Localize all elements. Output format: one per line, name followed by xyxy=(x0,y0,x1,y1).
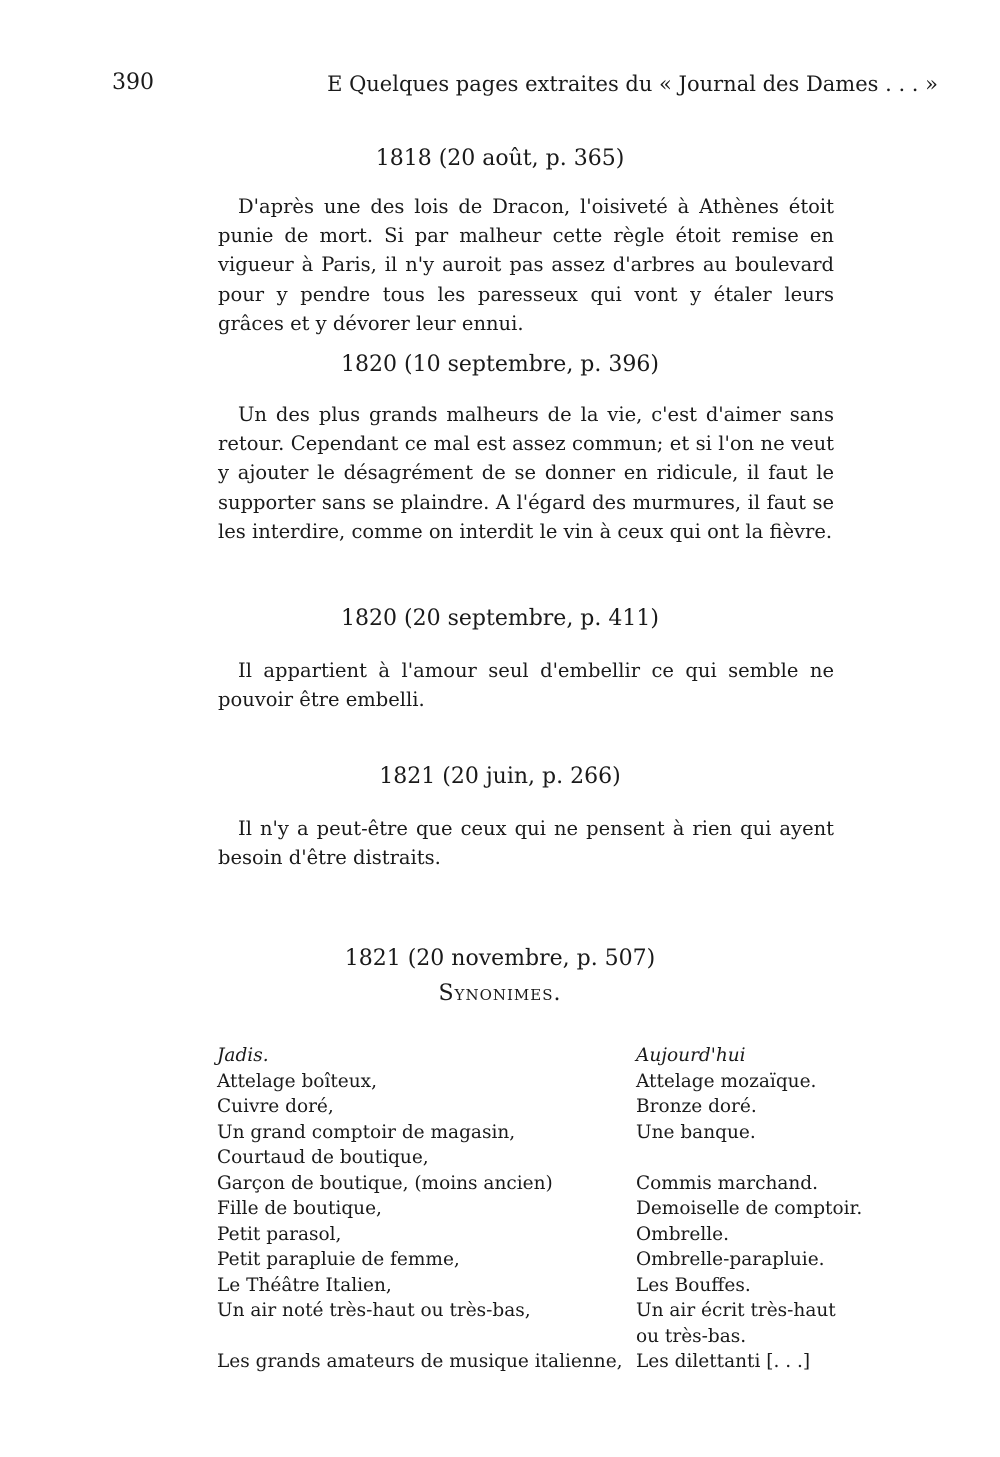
synonymes-column-aujourdhui xyxy=(636,1043,886,1375)
synonymes-heading: 1821 (20 novembre, p. 507) xyxy=(344,946,656,971)
synonym-left-cell: Un air noté très-haut ou très-bas, xyxy=(217,1300,531,1321)
entry-heading: 1820 (10 septembre, p. 396) xyxy=(341,352,659,377)
page-number: 390 xyxy=(112,70,154,95)
column-header-jadis: Jadis. xyxy=(217,1045,269,1066)
synonym-right-cell: ou très-bas. xyxy=(636,1325,747,1347)
synonym-left-cell: Courtaud de boutique, xyxy=(217,1147,429,1168)
synonym-left-cell: Cuivre doré, xyxy=(217,1096,334,1117)
synonym-right-cell: Ombrelle-parapluie. xyxy=(636,1249,825,1270)
entry-paragraph: Un des plus grands malheurs de la vie, c'est d'aimer sans retour. Cependant ce mal est assez commun; et si l'on ne veut y ajouter le désagrément de se donner en ridicule, il faut le supporter sans se plaindre. A l'égard des murmures, il faut se les interdire, comme on interdit le vin à ceux qui ont la fièvre. xyxy=(218,403,834,543)
synonym-left-cell xyxy=(217,1324,627,1350)
synonym-right-cell xyxy=(636,1145,886,1171)
entry-text xyxy=(218,400,834,546)
synonym-right-cell: Les Bouffes. xyxy=(636,1274,751,1296)
synonym-left-cell: Le Théâtre Italien, xyxy=(217,1274,392,1296)
synonymes-column-jadis xyxy=(217,1043,627,1375)
entry-heading: 1821 (20 juin, p. 266) xyxy=(379,764,621,789)
synonym-left-cell: Les grands amateurs de musique italienne, xyxy=(217,1351,623,1372)
synonym-right-cell: Un air écrit très-haut xyxy=(636,1300,836,1321)
synonym-left-cell: Petit parasol, xyxy=(217,1223,342,1245)
entry-text xyxy=(218,656,834,714)
synonym-left-cell: Fille de boutique, xyxy=(217,1198,382,1219)
column-header-aujourdhui: Aujourd'hui xyxy=(636,1045,746,1066)
entry-paragraph: Il n'y a peut-être que ceux qui ne pensent à rien qui ayent besoin d'être distraits. xyxy=(218,817,834,870)
synonym-right-cell: Ombrelle. xyxy=(636,1223,730,1245)
entry-heading: 1818 (20 août, p. 365) xyxy=(375,146,625,171)
synonym-left-cell: Attelage boîteux, xyxy=(217,1070,377,1092)
synonym-left-cell: Petit parapluie de femme, xyxy=(217,1249,460,1270)
synonym-right-cell: Attelage mozaïque. xyxy=(636,1070,817,1092)
synonym-right-cell: Demoiselle de comptoir. xyxy=(636,1198,863,1219)
synonym-right-cell: Les dilettanti [. . .] xyxy=(636,1351,811,1372)
synonym-left-cell: Un grand comptoir de magasin, xyxy=(217,1121,516,1143)
synonym-right-cell: Bronze doré. xyxy=(636,1096,757,1117)
synonym-left-cell: Garçon de boutique, (moins ancien) xyxy=(217,1172,553,1194)
entry-text xyxy=(218,192,834,338)
running-header: E Quelques pages extraites du « Journal des Dames . . . » xyxy=(327,72,938,96)
entry-text xyxy=(218,814,834,872)
synonymes-subheading: Synonimes. xyxy=(438,981,562,1006)
entry-paragraph: Il appartient à l'amour seul d'embellir ce qui semble ne pouvoir être embelli. xyxy=(218,659,834,712)
synonym-right-cell: Commis marchand. xyxy=(636,1172,819,1194)
entry-paragraph: D'après une des lois de Dracon, l'oisiveté à Athènes étoit punie de mort. Si par malheur cette règle étoit remise en vigueur à Paris, il n'y auroit pas assez d'arbres au boulevard pour y pendre tous les paresseux qui vont y étaler leurs grâces et y dévorer leur ennui. xyxy=(218,195,834,335)
synonym-right-cell: Une banque. xyxy=(636,1121,756,1143)
entry-heading: 1820 (20 septembre, p. 411) xyxy=(341,606,659,631)
